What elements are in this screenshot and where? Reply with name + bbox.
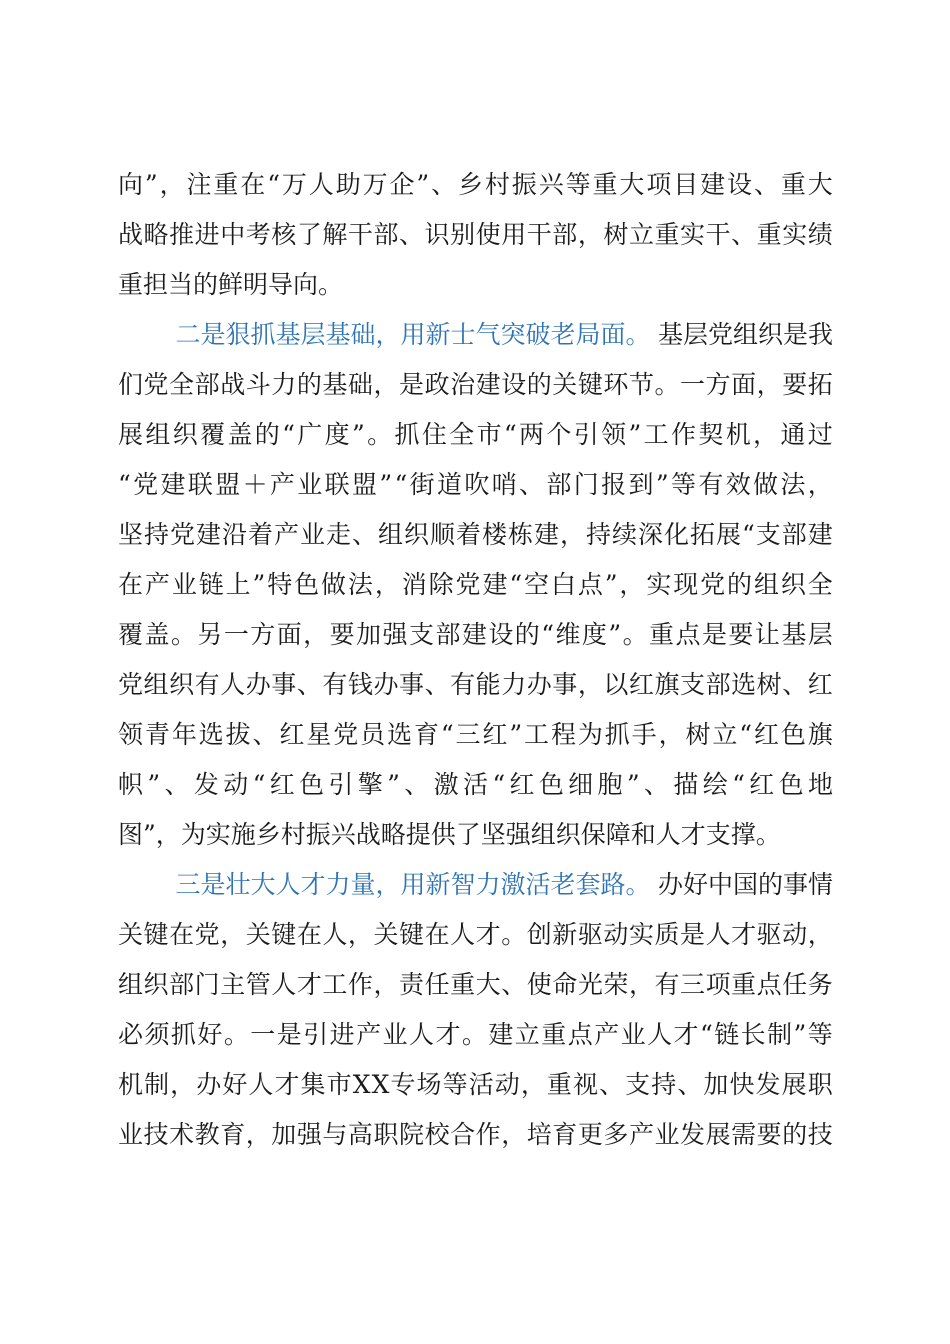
text-line: 领 青 年 选 拔 、 红 星 党 员 选 育 “ 三 红 ” 工 程 为 抓 手 ， 树 立 “ 红 色 旗 (118, 720, 833, 749)
text-line: 向 ” ， 注 重 在 “ 万 人 助 万 企 ” 、 乡 村 振 兴 等 重 大 项 目 建 设 、 重 大 (118, 170, 833, 199)
text-line: 必 须 抓 好 。 一 是 引 进 产 业 人 才 。 建 立 重 点 产 业 人 才 “ 链 长 制 ” 等 (118, 1020, 833, 1049)
text-segment: 办好中国的事情 (657, 870, 833, 899)
text-line: 党 组 织 有 人 办 事 、 有 钱 办 事 、 有 能 力 办 事 ， 以 红 旗 支 部 选 树 、 红 (118, 670, 833, 699)
text-line: 覆 盖 。 另 一 方 面 ， 要 加 强 支 部 建 设 的 “ 维 度 ” 。 重 点 是 要 让 基 层 (118, 620, 833, 649)
text-line: 关 键 在 党 ， 关 键 在 人 ， 关 键 在 人 才 。 创 新 驱 动 实 质 是 人 才 驱 动 ， (118, 920, 833, 949)
section-heading: 二是狠抓基层基础，用新士气突破老局面。 (175, 320, 651, 349)
text-line: 坚 持 党 建 沿 着 产 业 走 、 组 织 顺 着 楼 栋 建 ， 持 续 深 化 拓 展 “ 支 部 建 (118, 520, 833, 549)
text-line: 图”，为实施乡村振兴战略提供了坚强组织保障和人才支撑。 (118, 820, 781, 849)
text-line-with-heading (118, 310, 833, 360)
section-heading: 三是壮大人才力量，用新智力激活老套路。 (175, 870, 651, 899)
text-line: 业 技 术 教 育 ， 加 强 与 高 职 院 校 合 作 ， 培 育 更 多 产 业 发 展 需 要 的 技 (118, 1120, 833, 1149)
document-body (118, 160, 833, 1160)
text-line: 帜 ” 、 发 动 “ 红 色 引 擎 ” 、 激 活 “ 红 色 细 胞 ” 、 描 绘 “ 红 色 地 (118, 770, 833, 799)
text-line-with-heading (118, 860, 833, 910)
text-line: 在 产 业 链 上 ” 特 色 做 法 ， 消 除 党 建 “ 空 白 点 ” ， 实 现 党 的 组 织 全 (118, 570, 833, 599)
text-line: 战 略 推 进 中 考 核 了 解 干 部 、 识 别 使 用 干 部 ， 树 立 重 实 干 、 重 实 绩 (118, 220, 833, 249)
text-segment: 基层党组织是我 (657, 320, 833, 349)
text-line: 们 党 全 部 战 斗 力 的 基 础 ， 是 政 治 建 设 的 关 键 环 节 。 一 方 面 ， 要 拓 (118, 370, 833, 399)
text-line: “ 党 建 联 盟 ＋ 产 业 联 盟 ” “ 街 道 吹 哨 、 部 门 报 到 ” 等 有 效 做 法 ， (118, 470, 833, 499)
text-line: 展 组 织 覆 盖 的 “ 广 度 ” 。 抓 住 全 市 “ 两 个 引 领 ” 工 作 契 机 ， 通 过 (118, 420, 833, 449)
text-line: 重担当的鲜明导向。 (118, 270, 344, 299)
text-line: 机 制 ， 办 好 人 才 集 市 X X 专 场 等 活 动 ， 重 视 、 支 持 、 加 快 发 展 职 (118, 1070, 833, 1099)
text-line: 组 织 部 门 主 管 人 才 工 作 ， 责 任 重 大 、 使 命 光 荣 ， 有 三 项 重 点 任 务 (118, 970, 833, 999)
